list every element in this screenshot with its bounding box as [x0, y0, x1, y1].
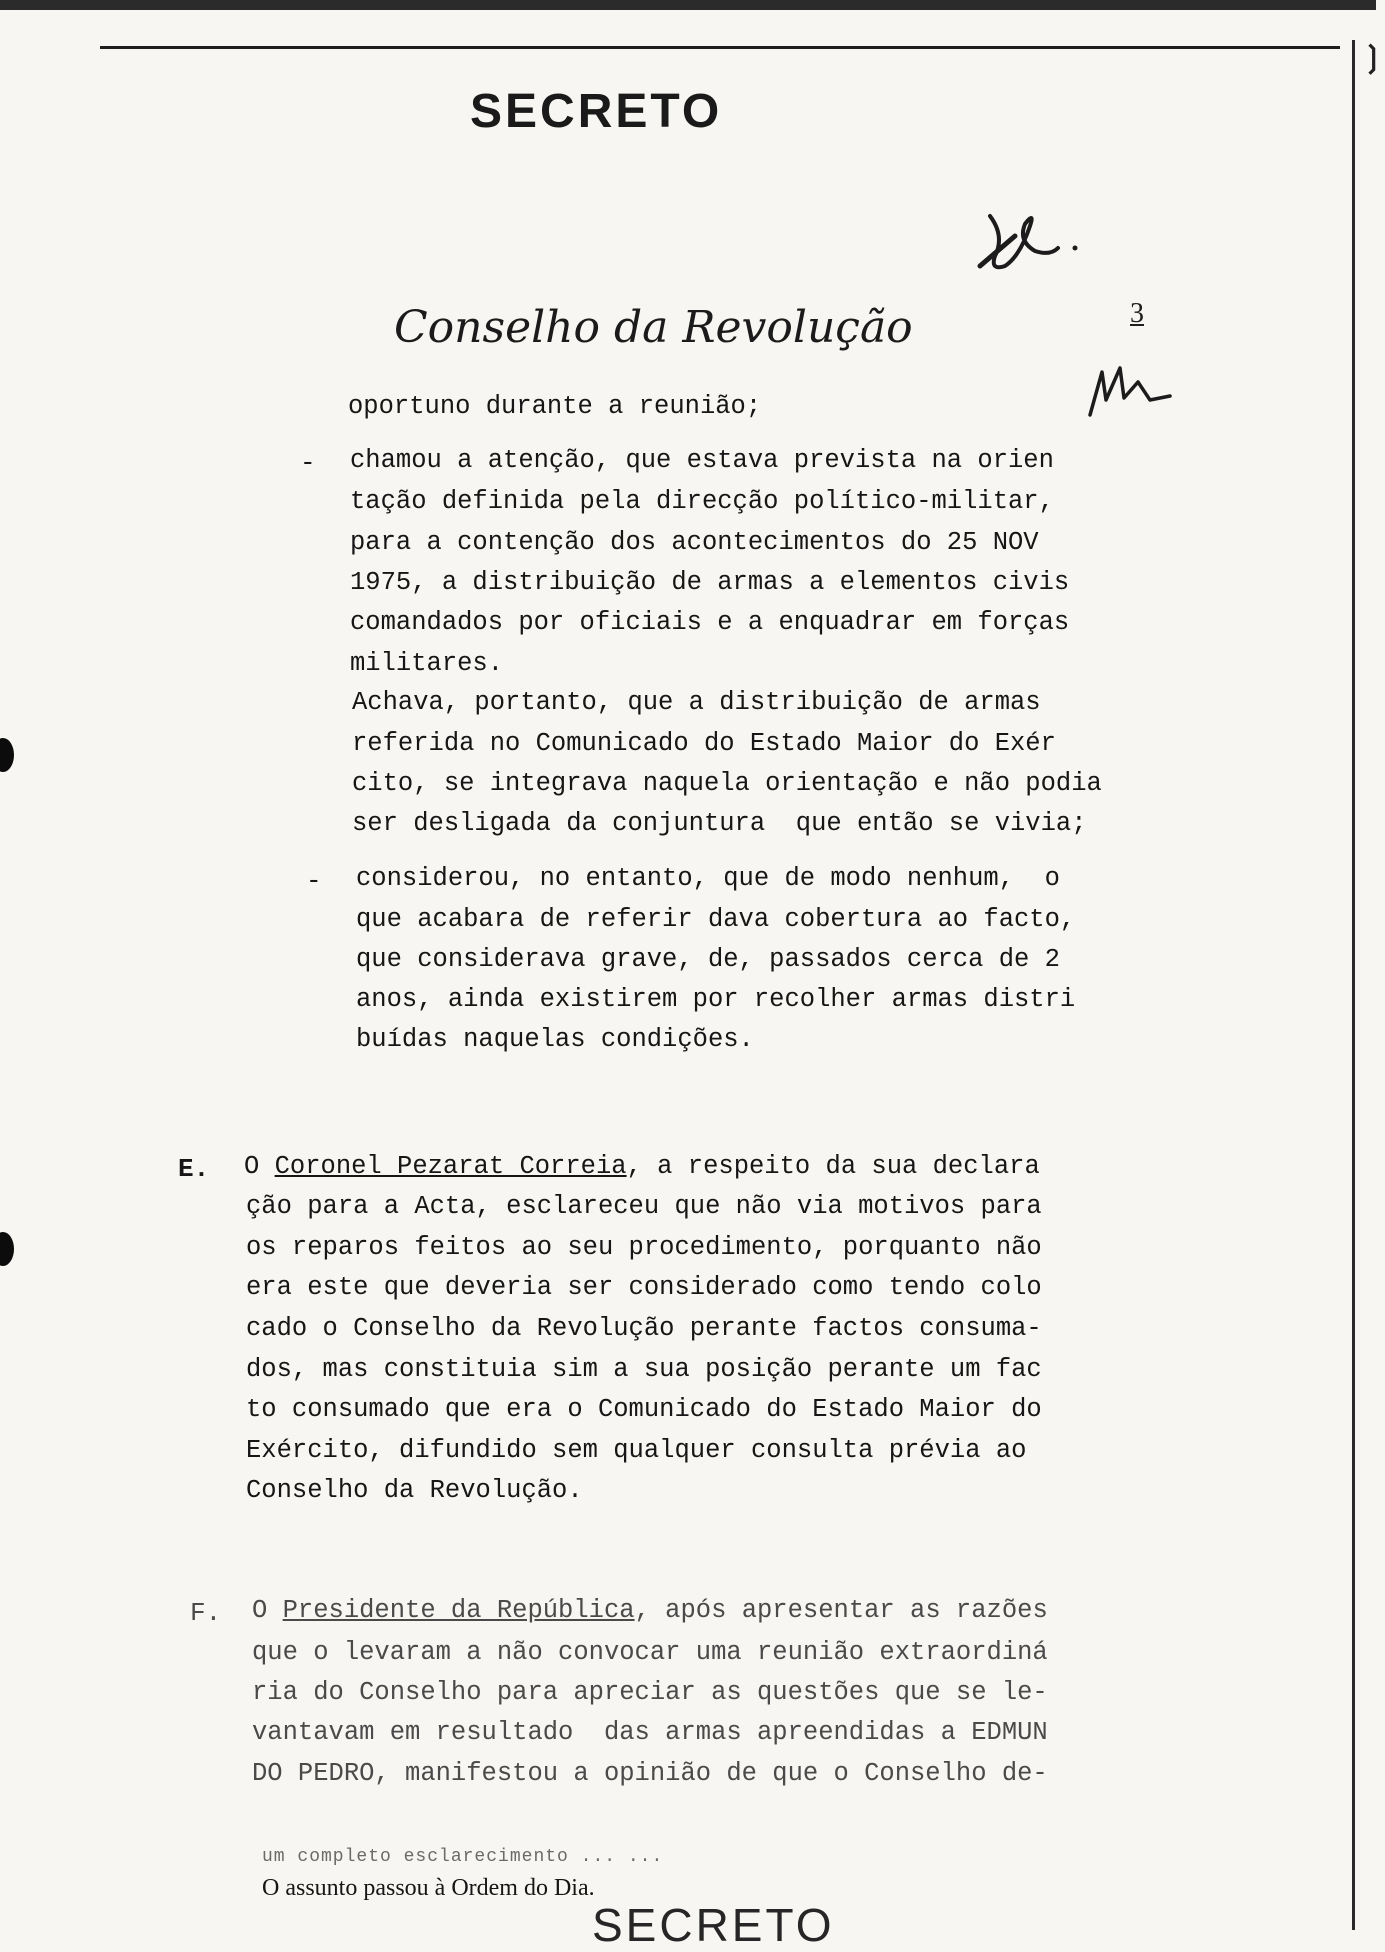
- text-line: Exército, difundido sem qualquer consulta prévia ao: [246, 1436, 1027, 1465]
- text-line: vantavam em resultado das armas apreendidas a EDMUN: [252, 1718, 1048, 1747]
- punch-hole-icon: [0, 1232, 14, 1266]
- top-rule-line: [100, 46, 1340, 49]
- text-line: que acabara de referir dava cobertura ao facto,: [356, 905, 1076, 934]
- text-line: ria do Conselho para apreciar as questões que se le-: [252, 1678, 1048, 1707]
- section-label-f: F.: [190, 1598, 222, 1628]
- letterhead-title: Conselho da Revolução: [394, 302, 913, 353]
- corner-mark: ❳: [1360, 41, 1385, 74]
- secret-stamp-bottom: SECRETO: [592, 1899, 835, 1951]
- text-line: para a contenção dos acontecimentos do 25 NOV: [350, 528, 1039, 557]
- underlined-name: Coronel Pezarat Correia: [274, 1152, 627, 1181]
- handwritten-initial-icon: [960, 196, 1130, 296]
- text-fragment: O: [252, 1596, 283, 1625]
- text-line: cado o Conselho da Revolução perante factos consuma-: [246, 1314, 1042, 1343]
- text-line: DO PEDRO, manifestou a opinião de que o Conselho de-: [252, 1759, 1048, 1788]
- page-number: 3: [1130, 298, 1144, 329]
- text-line: referida no Comunicado do Estado Maior do Exér: [352, 729, 1056, 758]
- text-line: to consumado que era o Comunicado do Estado Maior do: [246, 1395, 1042, 1424]
- text-line: chamou a atenção, que estava prevista na orien: [350, 446, 1054, 475]
- text-line: dos, mas constituia sim a sua posição perante um fac: [246, 1355, 1042, 1384]
- text-line: considerou, no entanto, que de modo nenhum, o: [356, 864, 1060, 893]
- text-line: Achava, portanto, que a distribuição de armas: [352, 688, 1041, 717]
- text-line: 1975, a distribuição de armas a elementos civis: [350, 568, 1070, 597]
- text-line: ser desligada da conjuntura que então se vivia;: [352, 809, 1087, 838]
- text-fragment: , após apresentar as razões: [634, 1596, 1048, 1625]
- text-line: ção para a Acta, esclareceu que não via motivos para: [246, 1192, 1042, 1221]
- section-f-first-line: [252, 1598, 1048, 1624]
- section-label-e: E.: [178, 1154, 210, 1184]
- text-line: comandados por oficiais e a enquadrar em forças: [350, 608, 1070, 637]
- secret-stamp-top: SECRETO: [470, 85, 723, 138]
- text-line: buídas naquelas condições.: [356, 1025, 754, 1054]
- punch-hole-icon: [0, 738, 14, 772]
- scan-top-edge: [0, 0, 1376, 10]
- text-line: que considerava grave, de, passados cerca de 2: [356, 945, 1060, 974]
- continuation-line: oportuno durante a reunião;: [348, 392, 762, 421]
- closing-line: O assunto passou à Ordem do Dia.: [262, 1875, 595, 1901]
- partial-cutoff-line: um completo esclarecimento ... ...: [262, 1847, 664, 1867]
- text-line: que o levaram a não convocar uma reunião extraordiná: [252, 1638, 1048, 1667]
- text-line: anos, ainda existirem por recolher armas distri: [356, 985, 1076, 1014]
- text-line: cito, se integrava naquela orientação e não podia: [352, 769, 1102, 798]
- text-line: era este que deveria ser considerado como tendo colo: [246, 1273, 1042, 1302]
- text-line: os reparos feitos ao seu procedimento, porquanto não: [246, 1233, 1042, 1262]
- text-fragment: , a respeito da sua declara: [626, 1152, 1040, 1181]
- text-line: Conselho da Revolução.: [246, 1476, 583, 1505]
- bullet-dash: -: [306, 866, 322, 896]
- right-margin-line: [1352, 40, 1355, 1930]
- text-line: tação definida pela direcção político-militar,: [350, 487, 1054, 516]
- handwritten-signature-icon: [1080, 360, 1180, 420]
- text-line: militares.: [350, 649, 504, 678]
- text-fragment: O: [244, 1152, 275, 1181]
- underlined-name: Presidente da República: [282, 1596, 635, 1625]
- bullet-dash: -: [300, 448, 316, 478]
- section-e-first-line: [244, 1154, 1040, 1180]
